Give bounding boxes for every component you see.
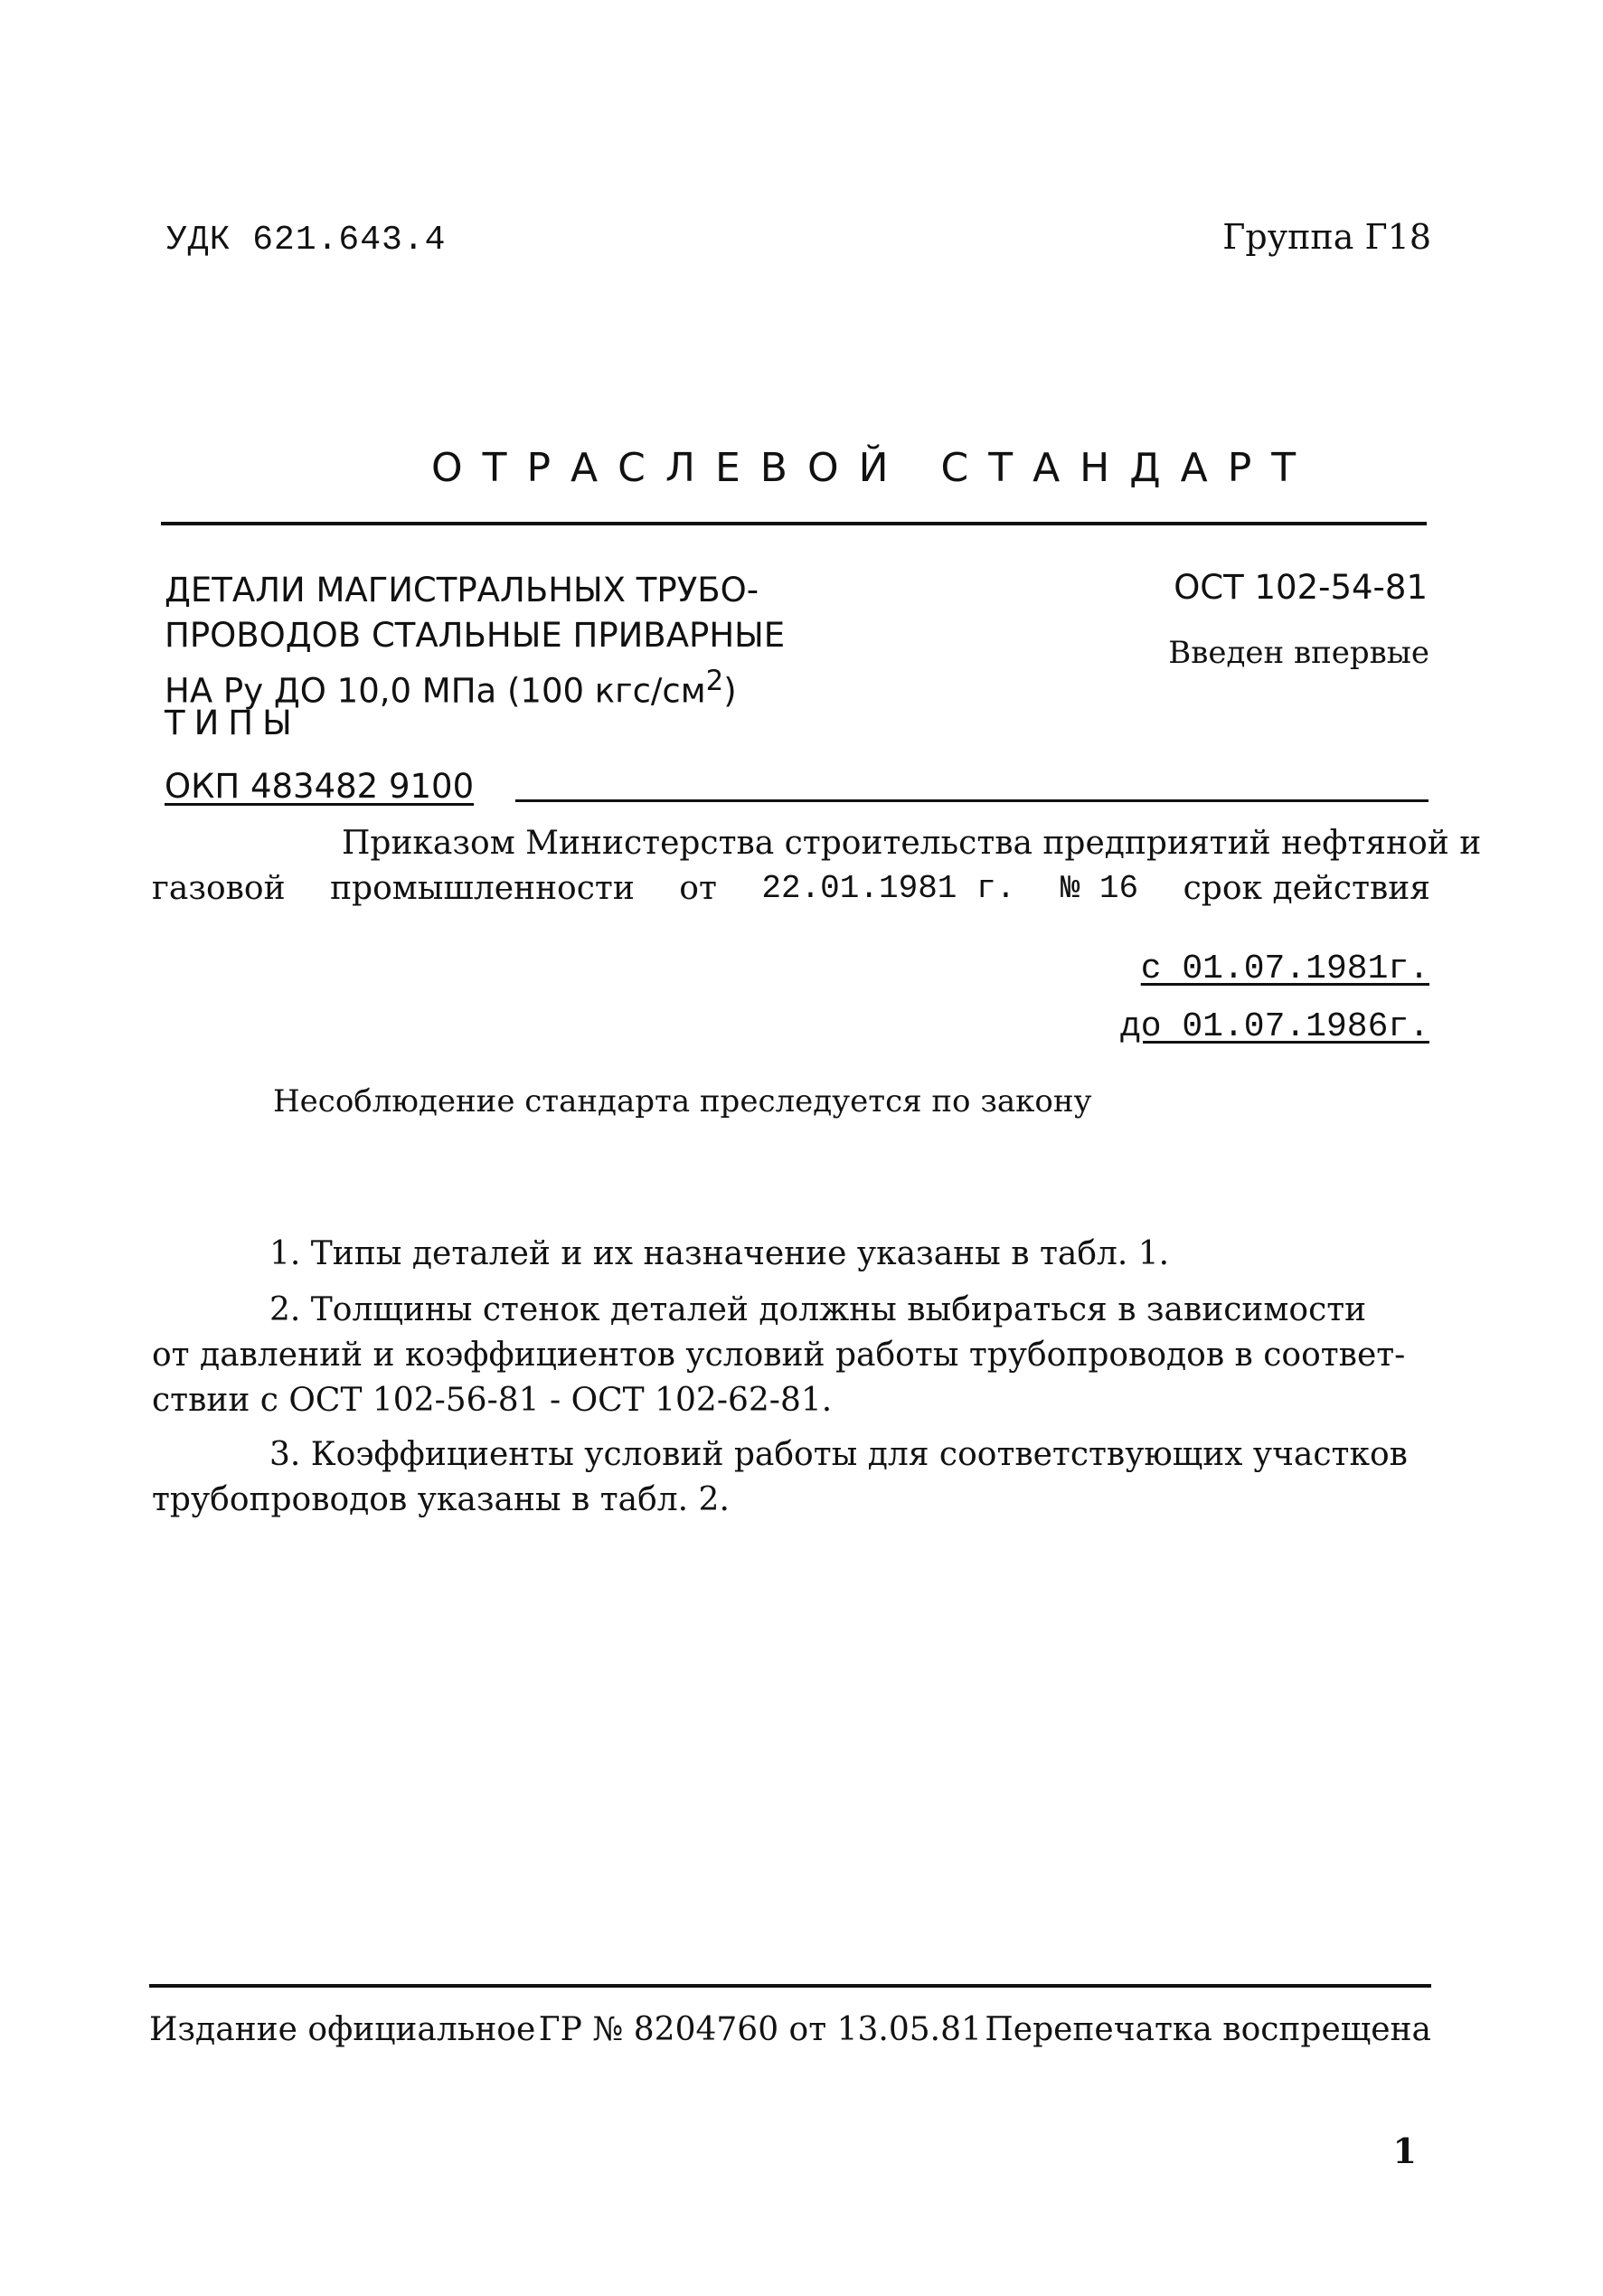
edition-official: Издание официальное <box>149 2011 536 2048</box>
order-number: № 16 <box>1060 870 1139 907</box>
law-notice: Несоблюдение стандарта преследуется по закону <box>273 1083 1092 1120</box>
document-title <box>165 568 785 713</box>
title-line-3-text: НА Ру ДО 10,0 МПа (100 кгс/см <box>165 671 706 711</box>
title-line-1: ДЕТАЛИ МАГИСТРАЛЬНЫХ ТРУБО- <box>165 571 759 609</box>
paragraph-2-line-3: ствии с ОСТ 102-56-81 - ОСТ 102-62-81. <box>152 1382 833 1419</box>
order-line-2 <box>152 870 1430 907</box>
paragraph-3-line-1: 3. Коэффициенты условий работы для соответствующих участков <box>269 1436 1408 1473</box>
title-superscript: 2 <box>705 665 724 697</box>
order-date: 22.01.1981 г. <box>761 870 1016 907</box>
paragraph-2-line-1: 2. Толщины стенок деталей должны выбираться в зависимости <box>269 1291 1367 1328</box>
okp-rule <box>515 799 1429 802</box>
edition-registration: ГР № 8204760 от 13.05.81 <box>538 2011 982 2048</box>
udk-code: УДК 621.643.4 <box>166 221 447 260</box>
paragraph-2 <box>152 1288 1430 1423</box>
paragraph-1 <box>152 1232 1430 1277</box>
edition-reprint-notice: Перепечатка воспрещена <box>985 2011 1431 2048</box>
paragraph-2-line-2: от давлений и коэффициентов условий работы трубопроводов в соответ- <box>152 1337 1406 1374</box>
top-rule <box>161 522 1427 525</box>
order-word: промышленности <box>330 870 635 907</box>
document-types: ТИПЫ <box>165 704 301 742</box>
footer-rule <box>149 1984 1431 1988</box>
introduced-note: Введен впервые <box>1168 635 1429 671</box>
valid-from-date: с 01.07.1981г. <box>1140 950 1429 988</box>
paragraph-3 <box>152 1432 1430 1523</box>
order-line-1: Приказом Министерства строительства предприятий нефтяной и <box>342 825 1482 862</box>
order-word: от <box>679 870 717 907</box>
paragraph-1-line: 1. Типы деталей и их назначение указаны в табл. 1. <box>269 1235 1170 1272</box>
page-number: 1 <box>1392 2131 1417 2171</box>
ost-number: ОСТ 102-54-81 <box>1174 568 1428 607</box>
group-code: Группа Г18 <box>1222 217 1431 257</box>
edition-line <box>149 2011 1431 2048</box>
order-word: срок действия <box>1183 870 1430 907</box>
title-line-2: ПРОВОДОВ СТАЛЬНЫЕ ПРИВАРНЫЕ <box>165 616 786 655</box>
paragraph-3-line-2: трубопроводов указаны в табл. 2. <box>152 1481 730 1518</box>
title-closing-paren: ) <box>723 671 737 711</box>
standard-title: ОТРАСЛЕВОЙ СТАНДАРТ <box>431 445 1316 491</box>
order-word: газовой <box>152 870 286 907</box>
okp-code: ОКП 483482 9100 <box>165 767 475 806</box>
valid-to-date: до 01.07.1986г. <box>1119 1007 1429 1046</box>
